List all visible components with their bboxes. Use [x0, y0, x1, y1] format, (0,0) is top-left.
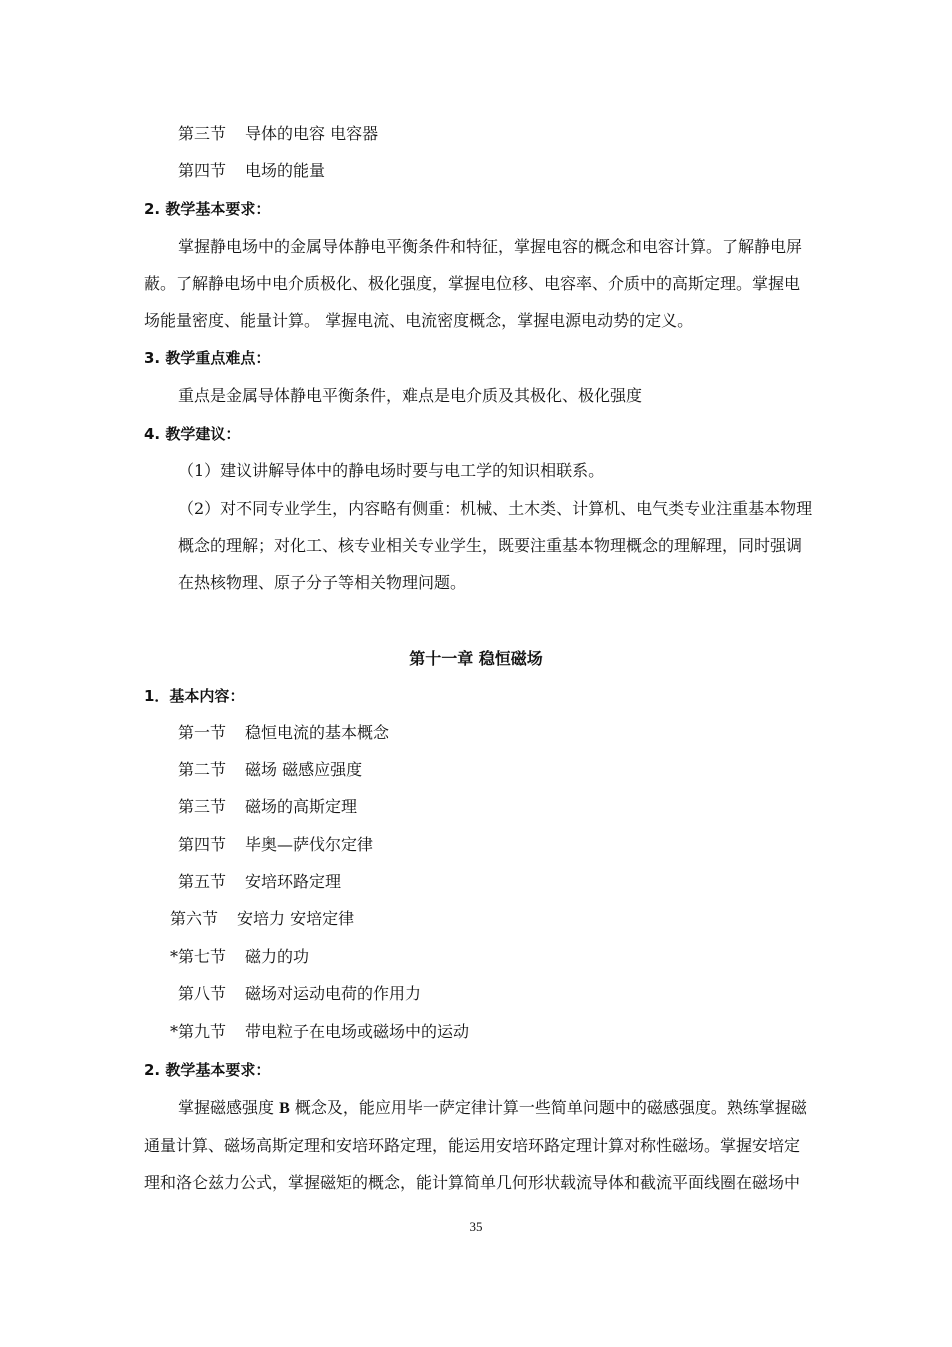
section-title: 稳恒电流的基本概念 — [245, 723, 390, 742]
paragraph-line: （2）对不同专业学生，内容略有侧重：机械、土木类、计算机、电气类专业注重基本物理 — [178, 499, 813, 518]
key-points-text: 重点是金属导体静电平衡条件，难点是电介质及其极化、极化强度 — [178, 386, 643, 405]
section-title: 电场的能量 — [245, 161, 326, 180]
section-title: 磁场对运动电荷的作用力 — [245, 984, 422, 1003]
section-line — [170, 909, 354, 929]
section-line — [170, 1022, 469, 1042]
paragraph-line: 场能量密度、能量计算。 掌握电流、电流密度概念，掌握电源电动势的定义。 — [144, 311, 694, 330]
section-line — [178, 161, 325, 181]
section-number: 第二节 — [178, 760, 227, 779]
section-line — [178, 760, 362, 780]
paragraph-line — [144, 1089, 838, 1127]
section-number: *第九节 — [170, 1022, 227, 1041]
paragraph-line: 理和洛仑兹力公式，掌握磁矩的概念，能计算简单几何形状载流导体和截流平面线圈在磁场中 — [144, 1173, 801, 1192]
heading-key-points: 3. 教学重点难点： — [144, 349, 271, 367]
section-line — [178, 723, 389, 743]
page-number: 35 — [469, 1219, 483, 1234]
symbol-b: B — [279, 1100, 290, 1117]
suggestion-2-paragraph — [178, 490, 838, 601]
section-title: 毕奥—萨伐尔定律 — [245, 835, 374, 854]
section-line — [170, 947, 309, 967]
paragraph-line: 概念的理解；对化工、核专业相关专业学生，既要注重基本物理概念的理解理，同时强调 — [178, 536, 803, 555]
section-number: 第四节 — [178, 835, 227, 854]
section-number: 第四节 — [178, 161, 227, 180]
section-number: 第一节 — [178, 723, 227, 742]
requirements-paragraph — [144, 228, 838, 339]
section-number: 第三节 — [178, 797, 227, 816]
section-line — [178, 124, 378, 144]
section-title: 导体的电容 电容器 — [245, 124, 379, 143]
chapter-title: 第十一章 稳恒磁场 — [409, 649, 543, 668]
section-number: 第五节 — [178, 872, 227, 891]
section-title: 磁场的高斯定理 — [245, 797, 358, 816]
section-number: 第六节 — [170, 909, 219, 928]
section-title: 安培环路定理 — [245, 872, 342, 891]
section-title: 带电粒子在电场或磁场中的运动 — [245, 1022, 470, 1041]
section-number: *第七节 — [170, 947, 227, 966]
paragraph-line: 蔽。了解静电场中电介质极化、极化强度，掌握电位移、电容率、介质中的高斯定理。掌握电 — [144, 274, 801, 293]
heading-basic-content: 1．基本内容： — [144, 687, 245, 705]
heading-teaching-requirements: 2. 教学基本要求： — [144, 200, 271, 218]
section-line — [178, 797, 357, 817]
heading-teaching-requirements-2: 2. 教学基本要求： — [144, 1061, 271, 1079]
paragraph-line: 掌握静电场中的金属导体静电平衡条件和特征，掌握电容的概念和电容计算。了解静电屏 — [178, 237, 803, 256]
text-run: 掌握磁感强度 — [178, 1098, 280, 1117]
section-title: 安培力 安培定律 — [237, 909, 355, 928]
section-number: 第八节 — [178, 984, 227, 1003]
section-title: 磁场 磁感应强度 — [245, 760, 363, 779]
section-line — [178, 984, 421, 1004]
section-title: 磁力的功 — [245, 947, 310, 966]
section-number: 第三节 — [178, 124, 227, 143]
paragraph-line: 在热核物理、原子分子等相关物理问题。 — [178, 573, 467, 592]
requirements-2-paragraph — [144, 1089, 838, 1201]
text-run: 概念及，能应用毕一萨定律计算一些简单问题中的磁感强度。熟练掌握磁 — [289, 1098, 807, 1117]
heading-suggestions: 4. 教学建议： — [144, 425, 241, 443]
section-line — [178, 872, 341, 892]
paragraph-line: 通量计算、磁场高斯定理和安培环路定理，能运用安培环路定理计算对称性磁场。掌握安培定 — [144, 1136, 801, 1155]
suggestion-1: （1）建议讲解导体中的静电场时要与电工学的知识相联系。 — [178, 461, 605, 480]
section-line — [178, 835, 373, 855]
